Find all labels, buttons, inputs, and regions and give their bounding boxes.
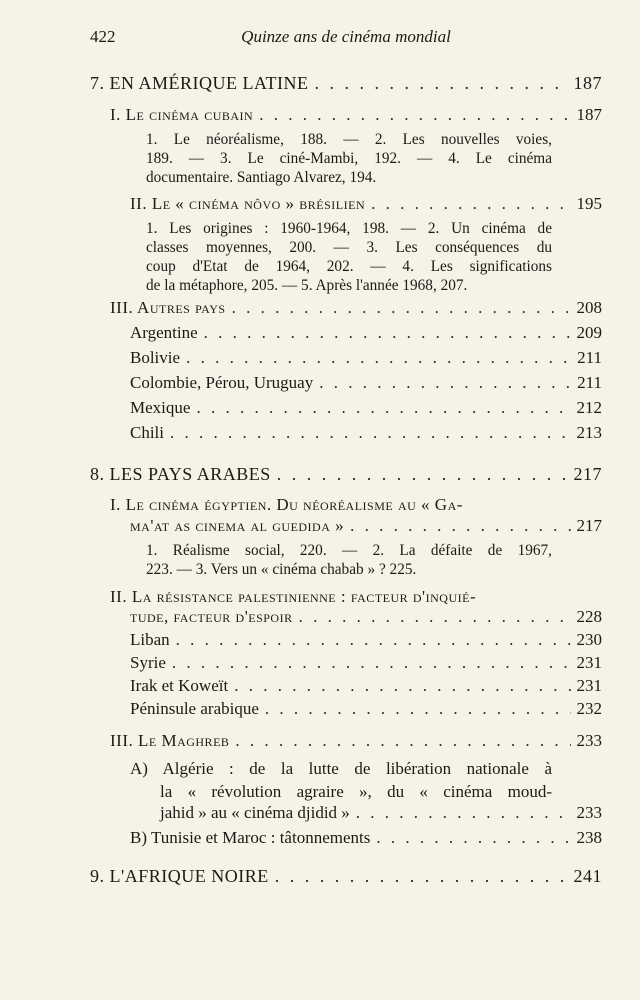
summary-line: classes moyennes, 200. — 3. Les conséquences du (146, 239, 552, 256)
summary-line: 189. — 3. Le ciné-Mambi, 192. — 4. Le cinéma (146, 150, 552, 167)
item-label: Mexique (130, 398, 191, 417)
page-ref: 231 (576, 653, 602, 672)
page-ref: 230 (576, 630, 602, 649)
page-ref: 211 (577, 373, 602, 392)
item-label: B) Tunisie et Maroc : tâtonnements (130, 828, 371, 847)
page-ref: 187 (573, 73, 602, 93)
item-label: Argentine (130, 323, 198, 342)
item-label: Péninsule arabique (130, 699, 259, 718)
toc-chapter-7 (90, 73, 602, 94)
leader-dots (275, 866, 568, 887)
page-ref: 233 (576, 731, 602, 750)
summary-line: coup d'Etat de 1964, 202. — 4. Les significations (146, 258, 552, 275)
page-ref: 217 (576, 516, 602, 535)
section-title-line: ma'at as cinema al guedida » (130, 516, 345, 535)
toc-item (130, 699, 602, 719)
page-ref: 209 (576, 323, 602, 342)
leader-dots (350, 516, 570, 536)
toc-section-egypte-title (110, 493, 562, 517)
leader-dots (196, 398, 570, 418)
leader-dots (259, 105, 570, 125)
toc-item (130, 653, 602, 673)
chapter-title: 9. L'AFRIQUE NOIRE (90, 866, 269, 886)
item-label: Irak et Koweït (130, 676, 229, 695)
leader-dots (265, 699, 571, 719)
section-title: II. Le « cinéma nôvo » brésilien (130, 194, 366, 213)
summary-line: 1. Le néoréalisme, 188. — 2. Les nouvelles voies, (146, 131, 552, 148)
item-label: Liban (130, 630, 170, 649)
toc-item (130, 423, 602, 443)
page-ref: 208 (576, 298, 602, 317)
leader-dots (319, 373, 571, 393)
toc-subsection-algerie (160, 803, 602, 823)
page-ref: 232 (576, 699, 602, 718)
leader-dots (204, 323, 571, 343)
subsection-line: la « révolution agraire », du « cinéma moud- (160, 782, 552, 801)
leader-dots (314, 73, 567, 94)
toc-subsection-algerie-line2 (160, 780, 552, 804)
toc-item (130, 676, 602, 696)
section-title: III. Autres pays (110, 298, 226, 317)
toc-subsection-tunisie-maroc (130, 828, 602, 848)
subsection-line: jahid » au « cinéma djidid » (160, 803, 350, 822)
toc-chapter-9 (90, 866, 602, 887)
leader-dots (234, 676, 570, 696)
page-ref: 213 (576, 423, 602, 442)
section-title: III. Le Maghreb (110, 731, 230, 750)
toc-section-autres-pays (110, 298, 602, 318)
summary-line: 223. — 3. Vers un « cinéma chabab » ? 225. (146, 561, 417, 578)
section-summary-cuba (146, 130, 552, 187)
section-title: I. Le cinéma cubain (110, 105, 254, 124)
leader-dots (186, 348, 571, 368)
toc-section-maghreb (110, 731, 602, 751)
page-ref: 211 (577, 348, 602, 367)
chapter-title: 7. EN AMÉRIQUE LATINE (90, 73, 309, 93)
item-label: Chili (130, 423, 165, 442)
page-ref: 228 (576, 607, 602, 626)
section-title-line: II. La résistance palestinienne : facteur d'inquié- (110, 587, 477, 606)
item-label: Bolivie (130, 348, 181, 367)
toc-item (130, 348, 602, 368)
summary-line: 1. Réalisme social, 220. — 2. La défaite de 1967, (146, 542, 552, 559)
item-label: Syrie (130, 653, 166, 672)
toc-section-palestine-title (110, 585, 562, 609)
page-ref: 217 (573, 464, 602, 484)
chapter-title: 8. LES PAYS ARABES (90, 464, 271, 484)
leader-dots (376, 828, 570, 848)
page-ref: 241 (573, 866, 602, 886)
summary-line: de la métaphore, 205. — 5. Après l'année 1968, 207. (146, 277, 468, 294)
leader-dots (299, 607, 571, 627)
leader-dots (235, 731, 570, 751)
leader-dots (371, 194, 570, 214)
leader-dots (172, 653, 571, 673)
page-ref: 231 (576, 676, 602, 695)
running-header (90, 27, 602, 51)
summary-line: 1. Les origines : 1960-1964, 198. — 2. Un cinéma de (146, 220, 552, 237)
page-ref: 238 (576, 828, 602, 847)
section-summary-bresil (146, 219, 552, 295)
section-title-line: tude, facteur d'espoir (130, 607, 293, 626)
leader-dots (170, 423, 570, 443)
leader-dots (176, 630, 571, 650)
toc-item (130, 323, 602, 343)
page-number: 422 (90, 27, 116, 46)
subsection-line: A) Algérie : de la lutte de libération nationale à (130, 759, 552, 778)
section-summary-egypte (146, 541, 552, 579)
item-label: Colombie, Pérou, Uruguay (130, 373, 314, 392)
page-ref: 212 (576, 398, 602, 417)
toc-section-bresil (130, 194, 602, 214)
page-ref: 195 (576, 194, 602, 213)
toc-subsection-algerie-lines (130, 757, 552, 781)
toc-item (130, 630, 602, 650)
leader-dots (356, 803, 571, 823)
running-title: Quinze ans de cinéma mondial (241, 27, 451, 46)
toc-chapter-8 (90, 464, 602, 485)
page-ref: 233 (576, 803, 602, 822)
summary-line: documentaire. Santiago Alvarez, 194. (146, 169, 377, 186)
page-ref: 187 (576, 105, 602, 124)
toc-section-egypte (130, 516, 602, 536)
section-title-line: I. Le cinéma égyptien. Du néoréalisme au « Ga- (110, 495, 463, 514)
toc-section-cuba (110, 105, 602, 125)
toc-item (130, 373, 602, 393)
leader-dots (277, 464, 568, 485)
toc-section-palestine (130, 607, 602, 627)
toc-item (130, 398, 602, 418)
leader-dots (232, 298, 571, 318)
